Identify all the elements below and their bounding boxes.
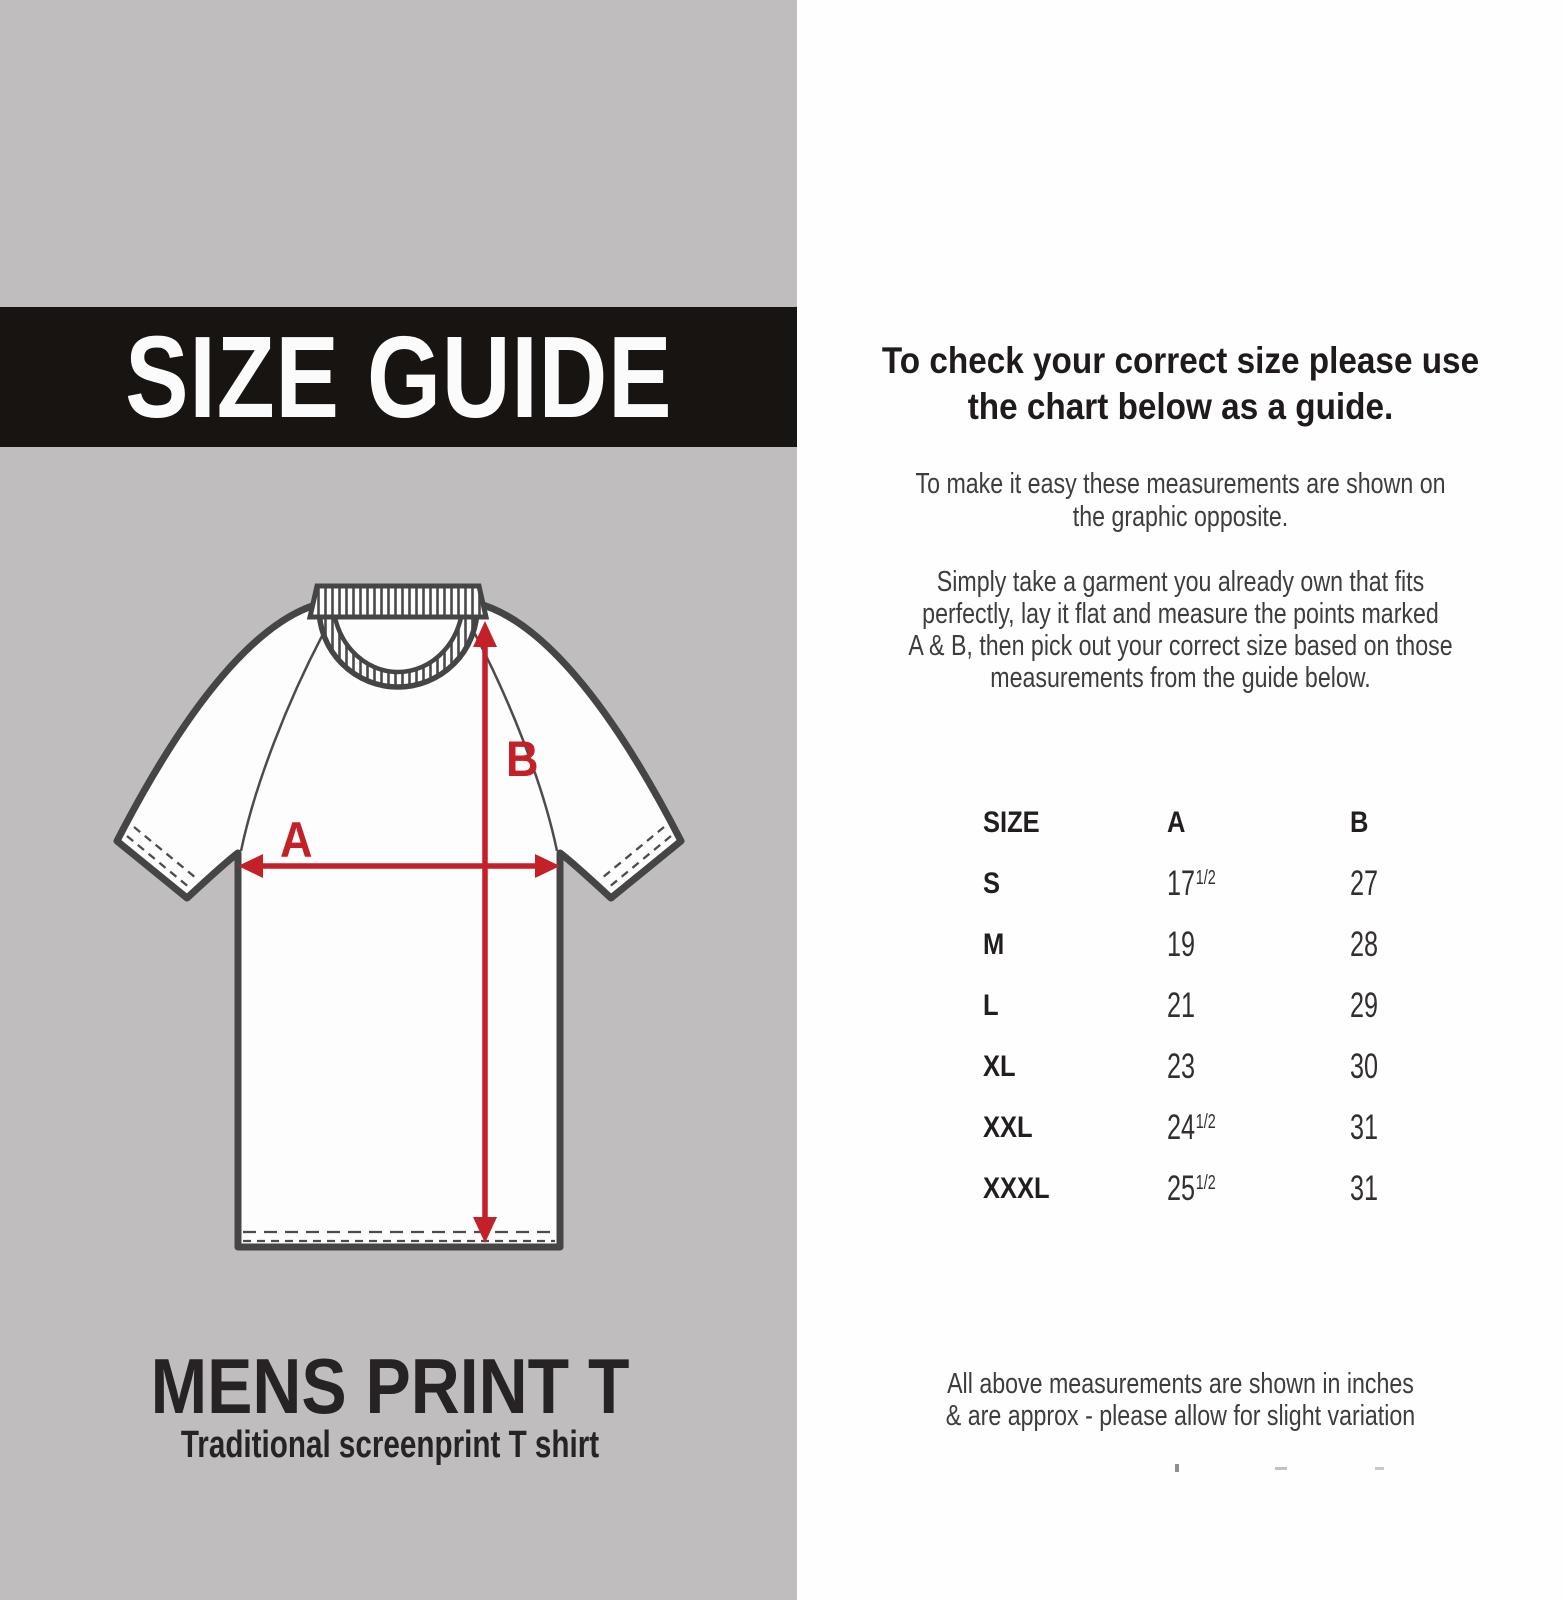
paragraph-line: To make it easy these measurements are shown on [915,468,1446,500]
size-cell: M [983,927,1005,961]
a-cell: 21 [1167,985,1196,1025]
a-cell: $17^{1/2}$ [1167,863,1216,903]
product-title: MENS PRINT T [150,1342,630,1430]
fraction: 1/2 [1195,866,1216,889]
b-cell: 28 [1350,924,1379,964]
b-cell: 31 [1350,1168,1379,1208]
size-cell: XL [983,1049,1016,1083]
cropped-text-artifact [1275,1467,1287,1470]
paragraph-line: measurements from the guide below. [990,662,1371,694]
tshirt-silhouette [117,603,681,1247]
product-subtitle: Traditional screenprint T shirt [180,1424,600,1466]
heading-line: To check your correct size please use [881,340,1480,381]
size-cell: XXXL [983,1171,1050,1205]
fraction: 1/2 [1195,1171,1216,1194]
tshirt-measurement-diagram [85,550,715,1270]
measurements-footnote [797,1368,1564,1432]
right-panel [797,0,1564,1600]
b-cell: 30 [1350,1046,1379,1086]
a-cell: $25^{1/2}$ [1167,1168,1216,1208]
a-cell: 23 [1167,1046,1196,1086]
heading-line: the chart below as a guide. [967,386,1394,427]
size-guide-banner [0,307,797,447]
paragraph-line: perfectly, lay it flat and measure the points marked [922,598,1439,630]
paragraph-line: the graphic opposite. [1072,501,1289,533]
b-cell: 31 [1350,1107,1379,1147]
b-cell: 29 [1350,985,1379,1025]
size-chart-header-a: A [1167,805,1186,839]
instructions-heading [797,338,1564,430]
size-chart-header-b: B [1350,805,1369,839]
paragraph-line: A & B, then pick out your correct size based on those [908,630,1453,662]
a-cell: 19 [1167,924,1196,964]
collar-band [310,586,486,617]
footnote-line: & are approx - please allow for slight variation [945,1400,1416,1432]
size-chart-table [983,792,1470,1219]
b-cell: 27 [1350,863,1379,903]
fraction: 1/2 [1195,1110,1216,1133]
banner-title: SIZE GUIDE [124,312,673,442]
size-cell: L [983,988,999,1022]
size-cell: S [983,866,1001,900]
product-block [0,1342,780,1466]
intro-paragraph [797,468,1564,534]
paragraph-line: Simply take a garment you already own that fits [936,566,1425,598]
measure-label-a: A [280,812,313,869]
cropped-text-artifact [1375,1467,1384,1470]
size-chart-header-size: SIZE [983,805,1040,839]
instructions-paragraph [797,566,1564,694]
measure-label-b: B [506,731,539,788]
cropped-text-artifact [1175,1464,1179,1472]
footnote-line: All above measurements are shown in inches [947,1368,1414,1400]
size-cell: XXL [983,1110,1033,1144]
a-cell: $24^{1/2}$ [1167,1107,1216,1147]
